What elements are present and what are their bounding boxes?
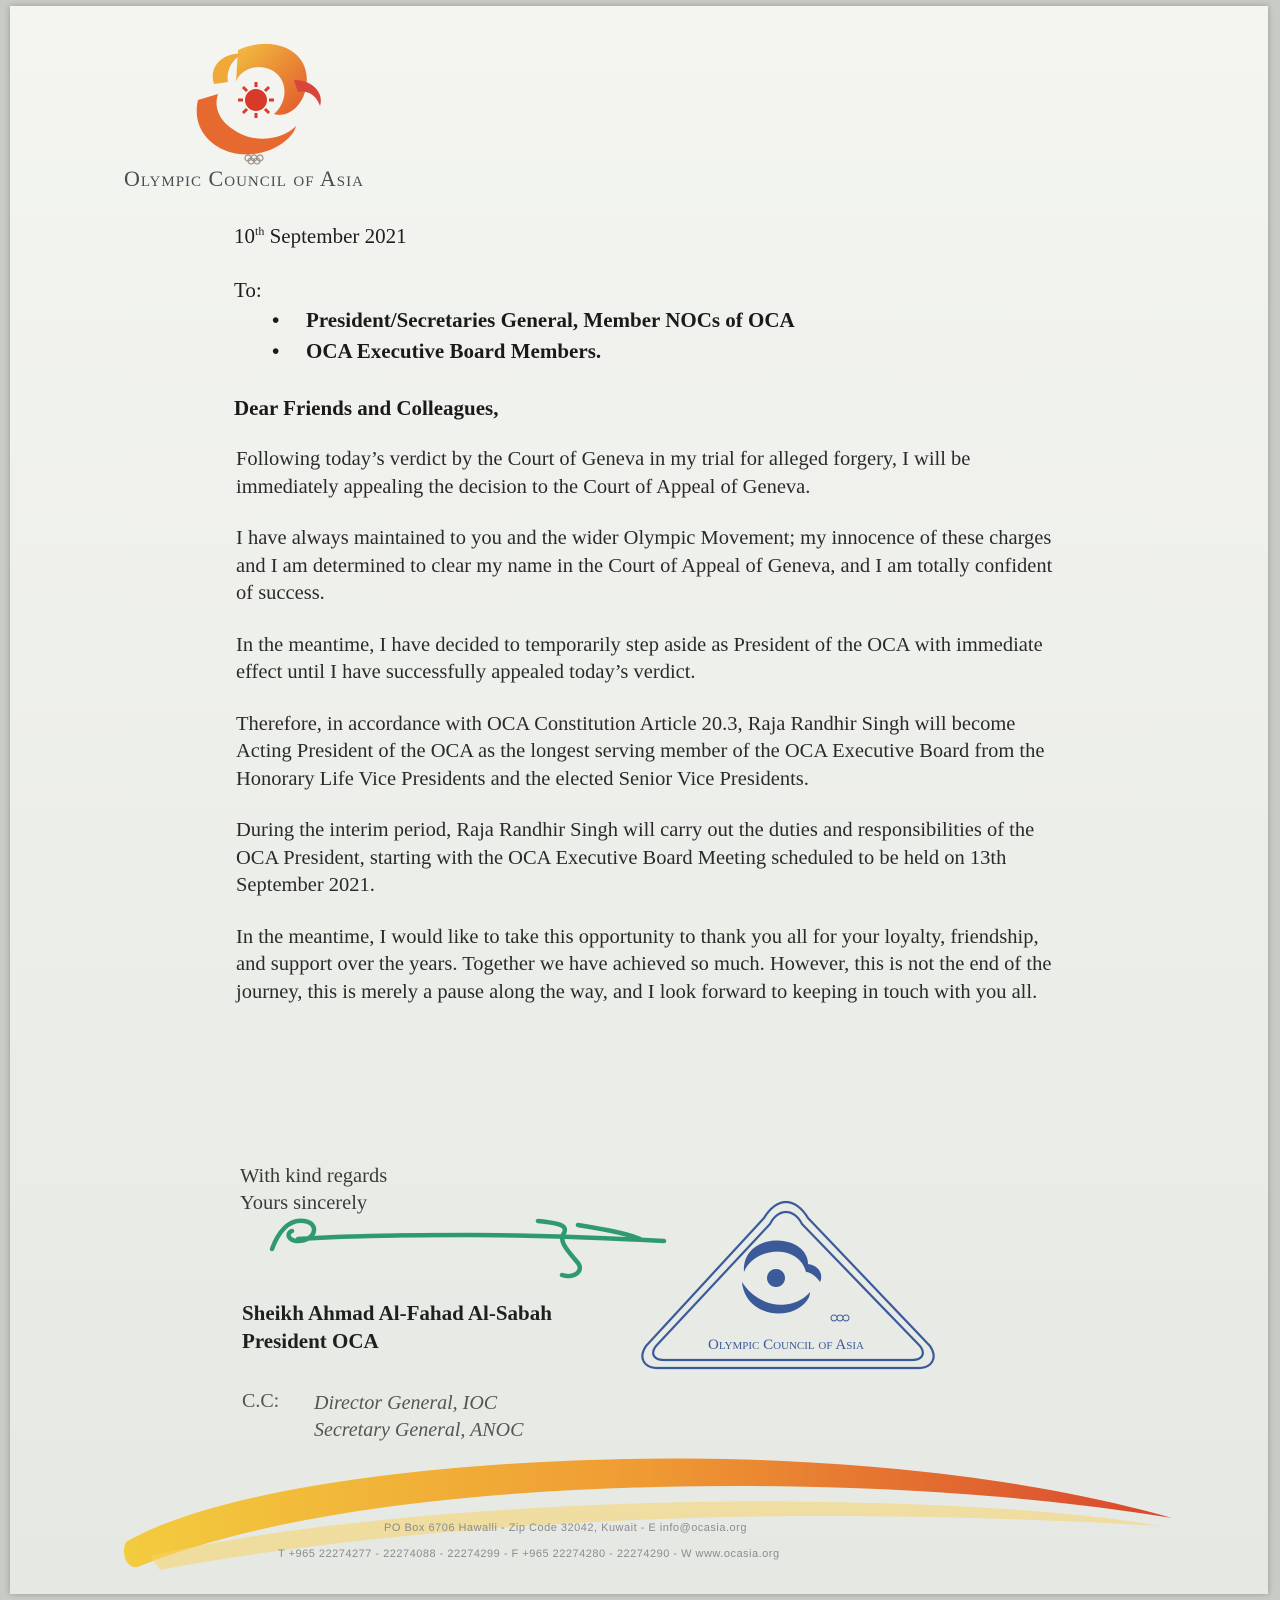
letter-body — [236, 446, 1056, 1030]
body-paragraph: During the interim period, Raja Randhir Singh will carry out the duties and responsibilities of the OCA President, starting with the OCA Executive Board Meeting scheduled to be held on 13th September 2021. — [236, 819, 1035, 896]
letter-page — [10, 6, 1268, 1594]
closing-sincerely: Yours sincerely — [240, 1192, 368, 1214]
cc-label: C.C: — [242, 1390, 280, 1412]
signer-title: President OCA — [242, 1329, 379, 1353]
oca-seal-stamp-icon — [636, 1196, 946, 1386]
closing-regards: With kind regards — [240, 1165, 388, 1187]
footer-contacts: T +965 22274277 - 22274088 - 22274299 - F +965 22274280 - 22274290 - W www.ocasia.org — [278, 1548, 780, 1560]
cc-item: Director General, IOC — [314, 1392, 498, 1414]
cc-item: Secretary General, ANOC — [314, 1419, 524, 1441]
letter-date: 10th September 2021 — [234, 224, 407, 248]
body-paragraph: I have always maintained to you and the wider Olympic Movement; my innocence of these charges and I am determined to clear my name in the Court of Appeal of Geneva, and I am totally confident of success. — [236, 527, 1053, 604]
footer-address: PO Box 6706 Hawalli - Zip Code 32042, Kuwait - E info@ocasia.org — [384, 1522, 747, 1534]
handwritten-signature — [268, 1211, 688, 1291]
oca-logo-icon — [178, 30, 338, 170]
recipient-item: • OCA Executive Board Members. — [272, 339, 795, 364]
closing — [240, 1163, 387, 1217]
footer-swoosh-icon — [120, 1446, 1180, 1586]
recipient-list — [272, 308, 795, 370]
stamp-text: Olympic Council of Asia — [708, 1337, 864, 1353]
signer-block — [242, 1299, 552, 1355]
recipient-item: • President/Secretaries General, Member NOCs of OCA — [272, 308, 795, 333]
body-paragraph: In the meantime, I would like to take this opportunity to thank you all for your loyalty, friendship, and support over the years. Together we have achieved so much. However, this is not the end of the journey, this is merely a pause along the way, and I look forward to keeping in touch with you all. — [236, 925, 1052, 1003]
cc-list — [314, 1390, 523, 1444]
org-name: Olympic Council of Asia — [124, 166, 364, 191]
body-paragraph: In the meantime, I have decided to temporarily step aside as President of the OCA with immediate effect until I have successfully appealed today’s verdict. — [236, 633, 1043, 683]
to-label: To: — [234, 278, 262, 302]
body-paragraph: Following today’s verdict by the Court of Geneva in my trial for alleged forgery, I will be immediately appealing the decision to the Court of Appeal of Geneva. — [236, 448, 971, 498]
signer-name: Sheikh Ahmad Al-Fahad Al-Sabah — [242, 1301, 552, 1325]
body-paragraph: Therefore, in accordance with OCA Constitution Article 20.3, Raja Randhir Singh will become Acting President of the OCA as the longest serving member of the OCA Executive Board from the Honorary Life Vice Presidents and the elected Senior Vice Presidents. — [236, 712, 1045, 790]
salutation: Dear Friends and Colleagues, — [234, 396, 499, 420]
